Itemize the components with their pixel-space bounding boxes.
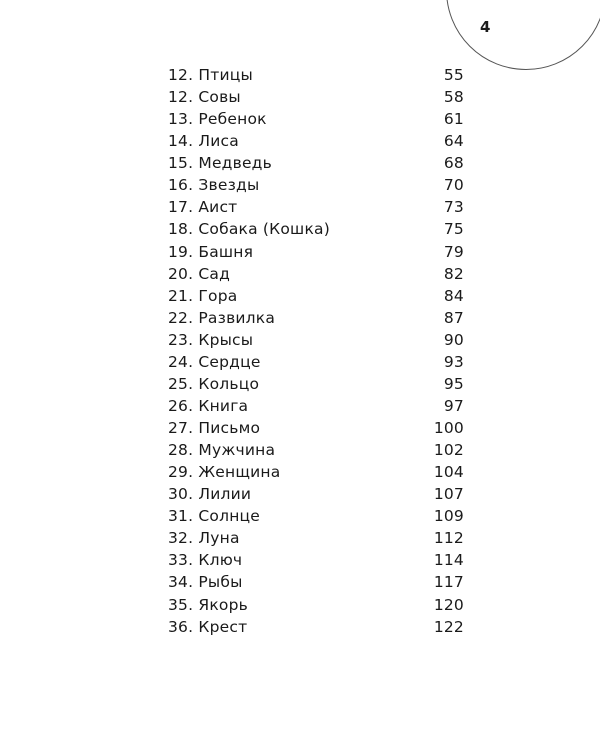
toc-entry: [168, 108, 464, 130]
toc-entry-title: 18. Собака (Кошка): [168, 220, 330, 239]
toc-entry-page-number: 112: [433, 529, 464, 548]
toc-entry-title: 24. Сердце: [168, 352, 261, 371]
toc-entry: [168, 196, 464, 218]
toc-entry: [168, 483, 464, 505]
toc-entry-title: 30. Лилии: [168, 485, 252, 504]
toc-entry-title: 12. Совы: [168, 88, 241, 107]
toc-entry-page-number: 117: [433, 573, 464, 592]
toc-entry-title: 26. Книга: [168, 396, 249, 415]
toc-entry: [168, 417, 464, 439]
toc-entry: [168, 130, 464, 152]
toc-entry-title: 22. Развилка: [168, 308, 276, 327]
toc-entry: [168, 329, 464, 351]
toc-entry-page-number: 104: [433, 463, 464, 482]
toc-entry: [168, 461, 464, 483]
toc-entry: [168, 64, 464, 86]
toc-entry-title: 19. Башня: [168, 242, 254, 261]
toc-entry-title: 36. Крест: [168, 617, 248, 636]
toc-entry-page-number: 87: [443, 308, 464, 327]
toc-entry-title: 23. Крысы: [168, 330, 254, 349]
toc-entry-page-number: 120: [433, 595, 464, 614]
toc-entry-page-number: 55: [443, 66, 464, 85]
toc-entry-title: 28. Мужчина: [168, 441, 276, 460]
toc-entry-page-number: 73: [443, 198, 464, 217]
toc-entry-page-number: 68: [443, 154, 464, 173]
toc-entry-page-number: 97: [443, 396, 464, 415]
toc-entry-page-number: 90: [443, 330, 464, 349]
toc-entry-page-number: 114: [433, 551, 464, 570]
toc-entry: [168, 549, 464, 571]
toc-entry-title: 33. Ключ: [168, 551, 243, 570]
toc-entry: [168, 307, 464, 329]
toc-entry-title: 31. Солнце: [168, 507, 261, 526]
toc-entry-page-number: 64: [443, 132, 464, 151]
toc-entry: [168, 439, 464, 461]
toc-entry: [168, 263, 464, 285]
toc-entry-title: 27. Письмо: [168, 419, 261, 438]
toc-entry: [168, 527, 464, 549]
toc-entry-title: 21. Гора: [168, 286, 238, 305]
toc-entry: [168, 285, 464, 307]
toc-entry-title: 34. Рыбы: [168, 573, 243, 592]
toc-entry: [168, 351, 464, 373]
toc-entry-page-number: 93: [443, 352, 464, 371]
toc-entry-page-number: 79: [443, 242, 464, 261]
toc-entry-title: 25. Кольцо: [168, 374, 260, 393]
toc-entry: [168, 241, 464, 263]
toc-entry-page-number: 102: [433, 441, 464, 460]
toc-entry: [168, 218, 464, 240]
toc-entry-title: 29. Женщина: [168, 463, 281, 482]
toc-entry: [168, 505, 464, 527]
toc-entry-title: 12. Птицы: [168, 66, 253, 85]
toc-entry-title: 20. Сад: [168, 264, 231, 283]
toc-entry-page-number: 95: [443, 374, 464, 393]
toc-entry: [168, 616, 464, 638]
toc-entry-page-number: 107: [433, 485, 464, 504]
toc-entry: [168, 395, 464, 417]
toc-entry-page-number: 84: [443, 286, 464, 305]
toc-entry: [168, 571, 464, 593]
page-number: 4: [480, 18, 491, 36]
toc-entry-page-number: 100: [433, 419, 464, 438]
toc-entry: [168, 152, 464, 174]
toc-entry-page-number: 109: [433, 507, 464, 526]
toc-entry-title: 16. Звезды: [168, 176, 260, 195]
toc-entry-title: 35. Якорь: [168, 595, 248, 614]
toc-entry: [168, 174, 464, 196]
toc-entry-page-number: 122: [433, 617, 464, 636]
toc-entry-title: 15. Медведь: [168, 154, 272, 173]
toc-entry-title: 14. Лиса: [168, 132, 239, 151]
toc-entry: [168, 594, 464, 616]
toc-entry-title: 13. Ребенок: [168, 110, 267, 129]
toc-entry-page-number: 61: [443, 110, 464, 129]
toc-entry-title: 32. Луна: [168, 529, 240, 548]
page-corner-circle: [446, 0, 600, 70]
toc-entry: [168, 86, 464, 108]
toc-entry-title: 17. Аист: [168, 198, 238, 217]
toc-entry-page-number: 58: [443, 88, 464, 107]
toc-entry-page-number: 70: [443, 176, 464, 195]
table-of-contents: [168, 64, 464, 638]
toc-entry: [168, 373, 464, 395]
toc-entry-page-number: 75: [443, 220, 464, 239]
toc-entry-page-number: 82: [443, 264, 464, 283]
